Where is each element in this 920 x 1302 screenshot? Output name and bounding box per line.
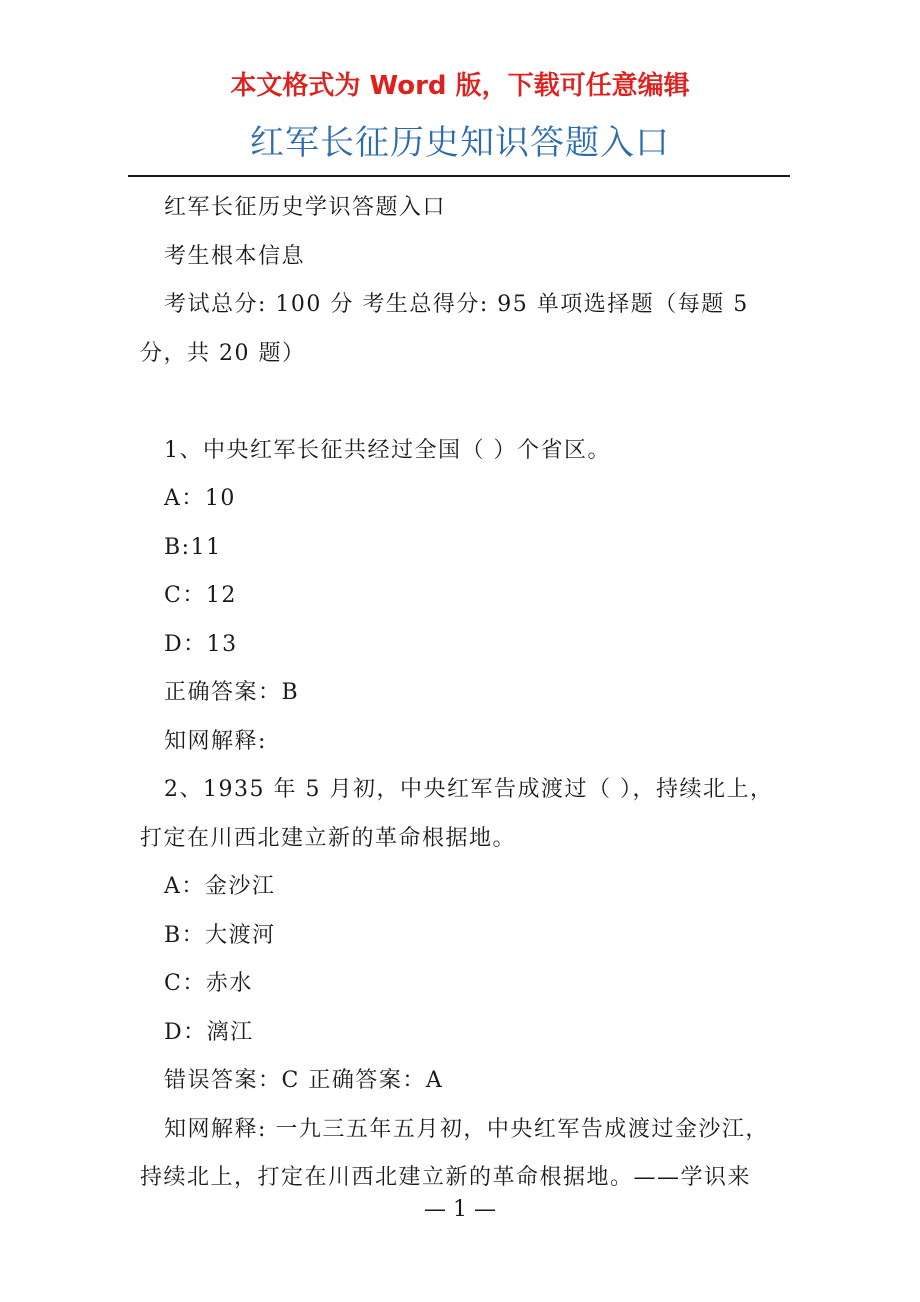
question-2-option-d: D：漓江 <box>164 1019 254 1045</box>
page-number: — 1 — <box>424 1197 496 1222</box>
question-1-option-d: D：13 <box>164 631 238 657</box>
document-body <box>140 184 780 1203</box>
question-1-answer: 正确答案：B <box>164 680 300 705</box>
question-1: 1、中央红军长征共经过全国（ ）个省区。 <box>164 437 611 463</box>
title-divider <box>128 175 790 177</box>
question-1-explanation: 知网解释: <box>164 728 267 754</box>
question-2-option-b: B：大渡河 <box>164 922 276 948</box>
question-2-explanation: 知网解释: 一九三五年五月初，中央红军告成渡过金沙江，持续北上，打定在川西北建立新的革命根据地。——学识来 <box>140 1116 769 1190</box>
blank-line <box>140 378 780 427</box>
subtitle-line: 红军长征历史学识答题入口 <box>164 195 447 220</box>
question-2: 2、1935 年 5 月初，中央红军告成渡过（ ），持续北上，打定在川西北建立新的革命根据地。 <box>140 777 774 851</box>
question-1-option-b: B:11 <box>164 534 222 560</box>
format-notice: 本文格式为 Word 版，下载可任意编辑 <box>230 71 690 101</box>
candidate-info-heading: 考生根本信息 <box>164 243 306 269</box>
question-1-option-a: A：10 <box>164 486 236 511</box>
question-1-option-c: C：12 <box>164 583 237 608</box>
score-summary: 考试总分: 100 分 考生总得分: 95 单项选择题（每题 5 分，共 20 题） <box>140 292 749 366</box>
document-title: 红军长征历史知识答题入口 <box>250 123 670 163</box>
question-2-option-c: C：赤水 <box>164 971 253 996</box>
question-2-option-a: A：金沙江 <box>164 874 276 899</box>
question-2-answer: 错误答案：C 正确答案：A <box>164 1068 444 1093</box>
